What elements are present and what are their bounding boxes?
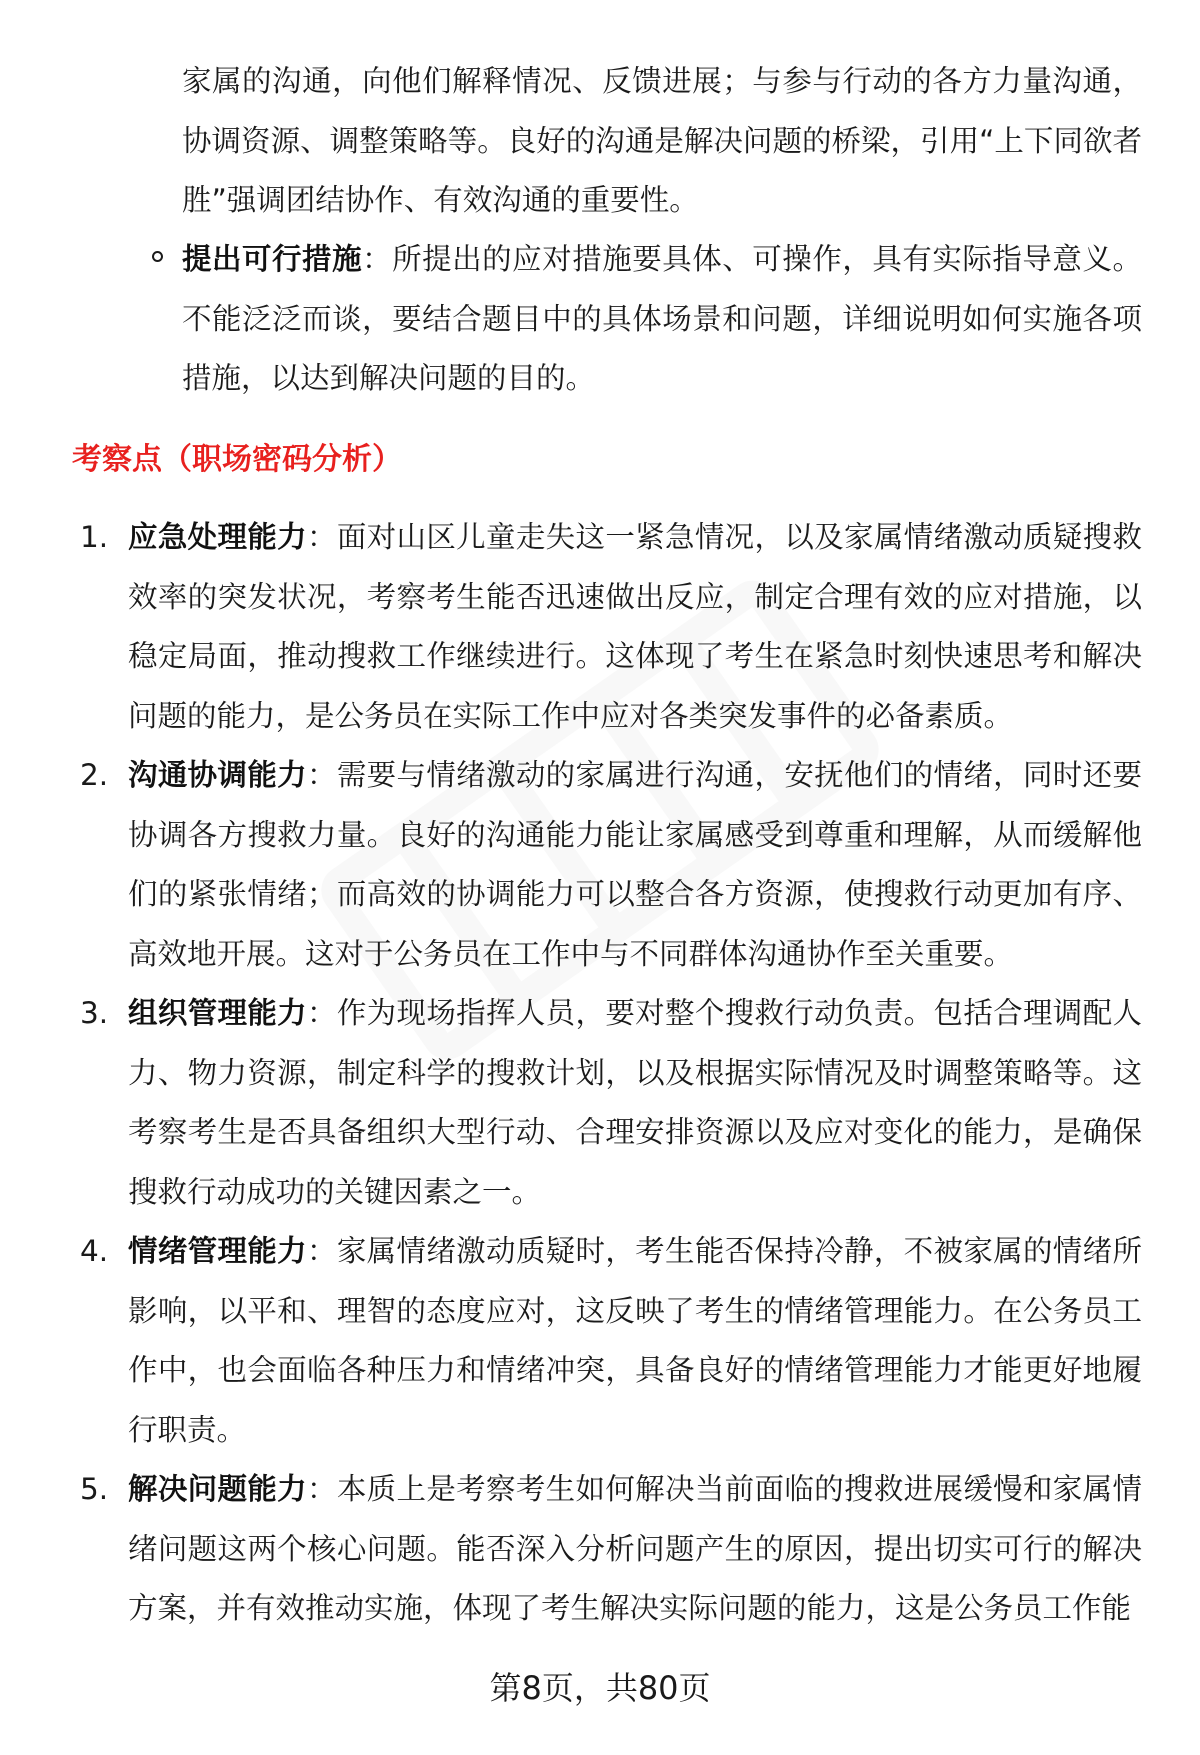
list-item-title: 解决问题能力 [128, 1472, 307, 1506]
list-item-text: 作为现场指挥人员，要对整个搜救行动负责。包括合理调配人力、物力资源，制定科学的搜救计划，以及根据实际情况及时调整策略等。这考察考生是否具备组织大型行动、合理安排资源以及应对变化的能力，是确保搜救行动成功的关键因素之一。 [128, 996, 1142, 1209]
circle-bullet-icon [152, 251, 163, 262]
list-item-title: 应急处理能力 [128, 520, 307, 554]
list-item-text: 本质上是考察考生如何解决当前面临的搜救进展缓慢和家属情绪问题这两个核心问题。能否深入分析问题产生的原因，提出切实可行的解决方案，并有效推动实施，体现了考生解决实际问题的能力，这是公务员工作能 [128, 1472, 1142, 1625]
list-item-title: 情绪管理能力 [128, 1234, 307, 1268]
list-item [0, 746, 1200, 984]
list-item-separator: ： [307, 1472, 337, 1506]
list-item-number: 5. [80, 1472, 109, 1506]
list-item-body [128, 984, 1142, 1222]
continuation-paragraph: 家属的沟通，向他们解释情况、反馈进展；与参与行动的各方力量沟通，协调资源、调整策略等。良好的沟通是解决问题的桥梁，引用“上下同欲者胜”强调团结协作、有效沟通的重要性。 [182, 64, 1142, 217]
list-item-body [128, 746, 1142, 984]
list-item-number: 4. [80, 1234, 109, 1268]
section-heading: 考察点（职场密码分析） [72, 442, 402, 477]
list-item [0, 1460, 1200, 1639]
list-item-separator: ： [307, 1234, 337, 1268]
list-item-number: 3. [80, 996, 109, 1030]
list-item-body [128, 1460, 1142, 1639]
list-item-body [128, 1222, 1142, 1460]
list-item-number: 2. [80, 758, 109, 792]
list-item-separator: ： [307, 996, 337, 1030]
sub-item-text: 所提出的应对措施要具体、可操作，具有实际指导意义。不能泛泛而谈，要结合题目中的具体场景和问题，详细说明如何实施各项措施，以达到解决问题的目的。 [182, 242, 1142, 395]
sub-item-feasible-measures [182, 230, 1142, 409]
list-item [0, 1222, 1200, 1460]
list-item-title: 沟通协调能力 [128, 758, 307, 792]
list-item-separator: ： [307, 520, 337, 554]
sub-item-separator: ： [362, 242, 393, 276]
list-item-body [128, 508, 1142, 746]
list-item-separator: ： [307, 758, 337, 792]
list-item-text: 需要与情绪激动的家属进行沟通，安抚他们的情绪，同时还要协调各方搜救力量。良好的沟通能力能让家属感受到尊重和理解，从而缓解他们的紧张情绪；而高效的协调能力可以整合各方资源，使搜救行动更加有序、高效地开展。这对于公务员在工作中与不同群体沟通协作至关重要。 [128, 758, 1142, 971]
list-item [0, 984, 1200, 1222]
list-item-text: 面对山区儿童走失这一紧急情况，以及家属情绪激动质疑搜救效率的突发状况，考察考生能否迅速做出反应，制定合理有效的应对措施，以稳定局面，推动搜救工作继续进行。这体现了考生在紧急时刻快速思考和解决问题的能力，是公务员在实际工作中应对各类突发事件的必备素质。 [128, 520, 1142, 733]
list-item-title: 组织管理能力 [128, 996, 307, 1030]
list-item [0, 508, 1200, 746]
list-item-number: 1. [80, 520, 109, 554]
page-number: 第8页，共80页 [489, 1669, 711, 1707]
ability-list [0, 508, 1200, 1639]
sub-item-title: 提出可行措施 [182, 242, 363, 276]
list-item-text: 家属情绪激动质疑时，考生能否保持冷静，不被家属的情绪所影响，以平和、理智的态度应对，这反映了考生的情绪管理能力。在公务员工作中，也会面临各种压力和情绪冲突，具备良好的情绪管理能力才能更好地履行职责。 [128, 1234, 1142, 1447]
